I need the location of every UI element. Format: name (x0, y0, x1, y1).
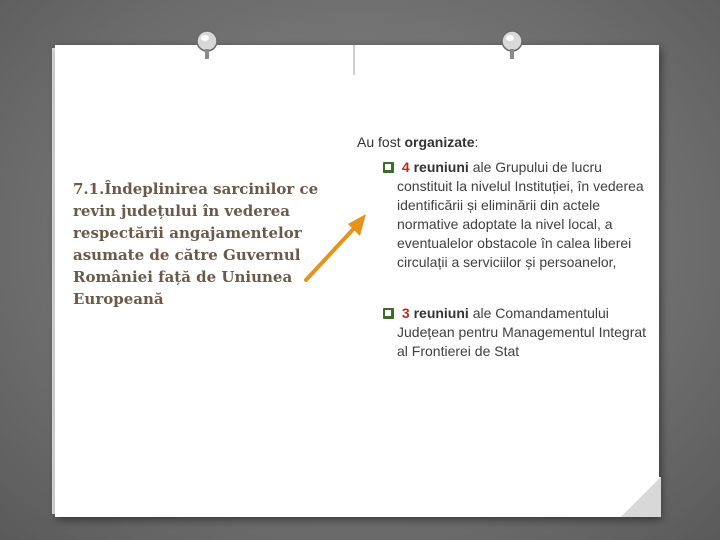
bullet-first-line: ale Grupului de lucru (468, 159, 602, 175)
bullet-continuation: constituit la nivelul Instituției, în vederea identificării și eliminării din actele normative adoptate la nivel local, a eventualelor obstacole în calea liberei circulații a serviciilor și persoanelor, (397, 178, 644, 270)
bullet-continuation: Județean pentru Managementul Integrat al Frontierei de Stat (397, 324, 647, 359)
bullet-keyword: reuniuni (413, 159, 469, 175)
paper-curled-corner (621, 477, 661, 517)
checkbox-square-icon (383, 162, 394, 173)
intro-suffix: : (474, 134, 479, 150)
bullet-keyword: reuniuni (413, 305, 469, 321)
bullet-first-line: ale Comandamentului (468, 305, 609, 321)
pushpin-icon (500, 30, 524, 60)
arrow-icon (300, 210, 372, 291)
checkbox-square-icon (383, 308, 394, 319)
section-heading: 7.1.Îndeplinirea sarcinilor ce revin județului în vederea respectării angajamentelor asumate de către Guvernul României față de Uniunea Europeană (73, 180, 319, 308)
list-item (383, 304, 653, 361)
pushpin-icon (195, 30, 219, 60)
intro-prefix: Au fost (357, 134, 405, 150)
bullet-number: 3 (401, 305, 410, 321)
bullet-number: 4 (401, 159, 410, 175)
list-item (383, 158, 653, 272)
intro-text (357, 134, 478, 150)
paper-fold-line (353, 45, 355, 75)
intro-bold: organizate (404, 134, 475, 150)
